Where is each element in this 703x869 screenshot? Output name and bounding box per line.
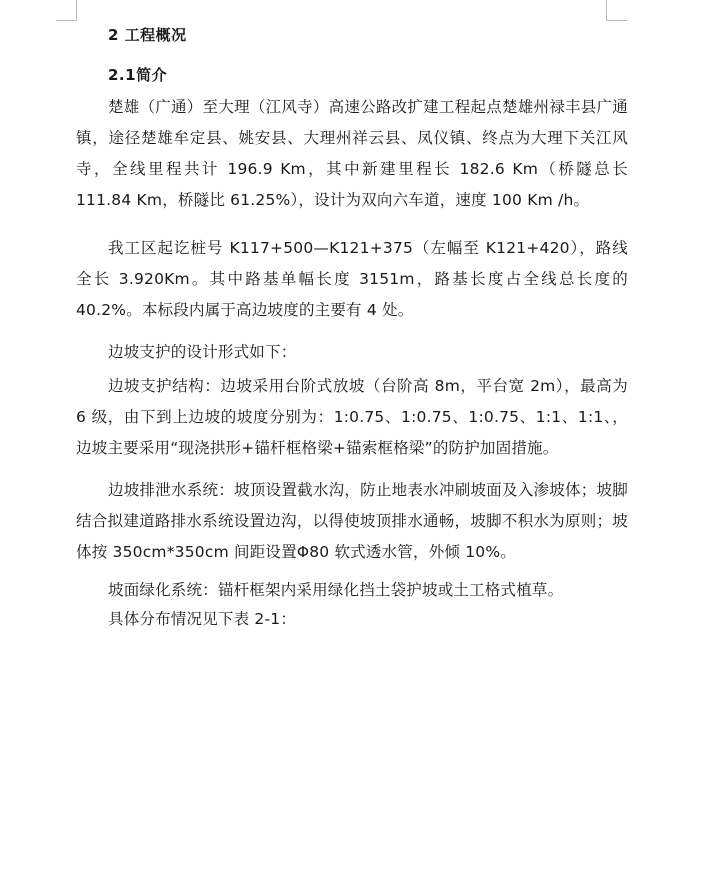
- paragraph-slope-support: 边坡支护结构：边坡采用台阶式放坡（台阶高 8m，平台宽 2m），最高为 6 级，由下到上边坡的坡度分别为：1:0.75、1:0.75、1:0.75、1:1、1:1、，边坡主要采用“现浇拱形+锚杆框格梁+锚索框格梁”的防护加固措施。: [76, 377, 628, 457]
- paragraph-greening: 坡面绿化系统：锚杆框架内采用绿化挡土袋护坡或土工格式植草。: [108, 581, 564, 599]
- crop-mark-top-left: [56, 0, 77, 21]
- paragraph-drainage: 边坡排泄水系统：坡顶设置截水沟，防止地表水冲刷坡面及入渗坡体；坡脚结合拟建道路排水系统设置边沟，以得使坡顶排水通畅，坡脚不积水为原则；坡体按 350cm*350cm 间距设置Φ80 软式透水管，外倾 10%。: [76, 481, 628, 561]
- subsection-heading: 2.1简介: [108, 66, 168, 84]
- section-heading: 2 工程概况: [108, 26, 187, 44]
- paragraph-table-reference: 具体分布情况见下表 2-1：: [108, 610, 297, 628]
- paragraph-design-forms: 边坡支护的设计形式如下：: [108, 343, 297, 361]
- crop-mark-top-right: [606, 0, 627, 21]
- paragraph-work-area: 我工区起讫桩号 K117+500—K121+375（左幅至 K121+420），路线全长 3.920Km。其中路基单幅长度 3151m，路基长度占全线总长度的 40.2%。本标段内属于高边坡度的主要有 4 处。: [76, 239, 628, 319]
- paragraph-project-overview: 楚雄（广通）至大理（江风寺）高速公路改扩建工程起点楚雄州禄丰县广通镇，途径楚雄牟定县、姚安县、大理州祥云县、凤仪镇、终点为大理下关江风寺，全线里程共计 196.9 Km，其中新建里程长 182.6 Km（桥隧总长 111.84 Km，桥隧比 61.25%），设计为双向六车道，速度 100 Km /h。: [76, 98, 628, 209]
